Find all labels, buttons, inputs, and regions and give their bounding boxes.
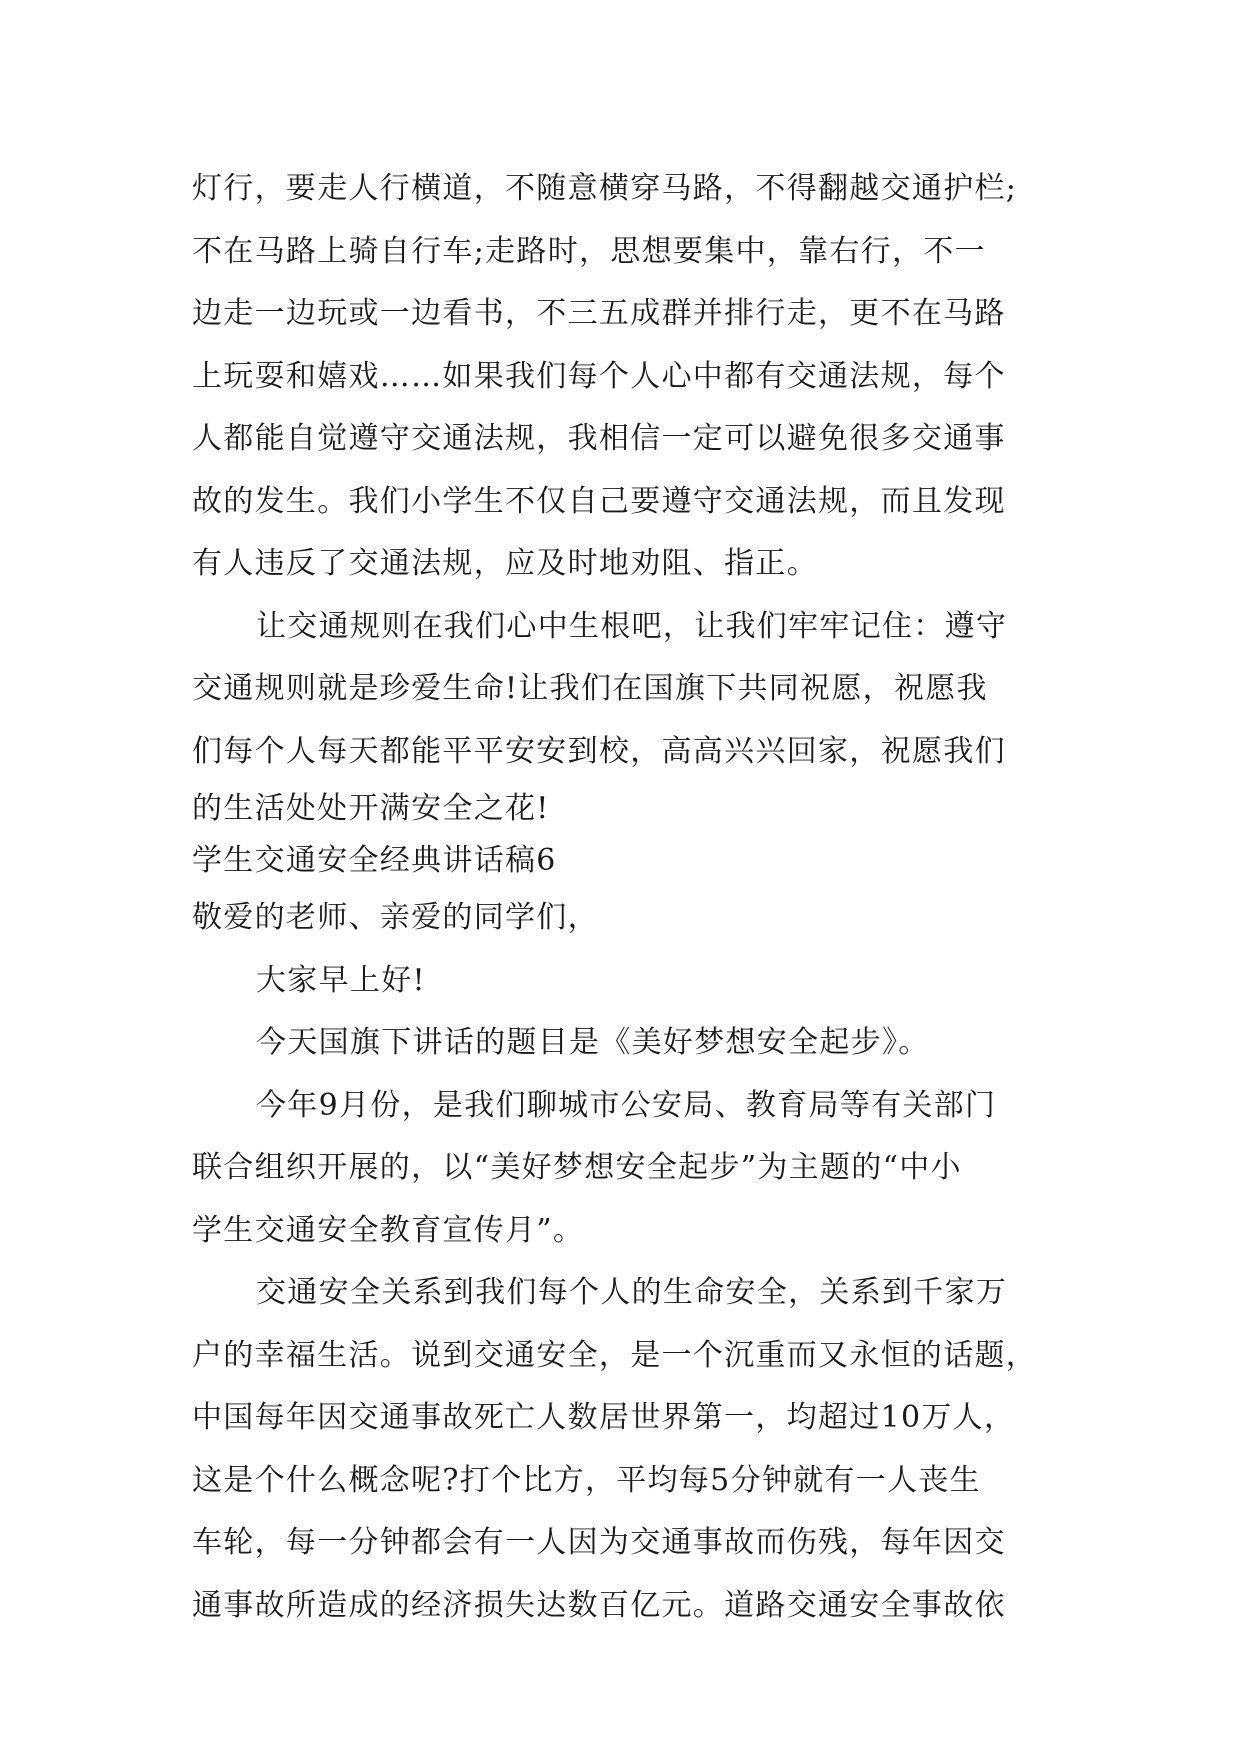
paragraph-line: 有人违反了交通法规，应及时地劝阻、指正。: [192, 546, 818, 581]
paragraph-line: 通事故所造成的经济损失达数百亿元。道路交通安全事故依: [192, 1587, 1006, 1623]
paragraph-line: 车轮，每一分钟都会有一人因为交通事故而伤残，每年因交: [192, 1525, 1006, 1560]
paragraph-line: 灯行，要走人行横道，不随意横穿马路，不得翻越交通护栏;: [192, 171, 1018, 206]
paragraph-line: 边走一边玩或一边看书，不三五成群并排行走，更不在马路: [192, 296, 1006, 331]
paragraph-line: 联合组织开展的，以“美好梦想安全起步”为主题的“中小: [192, 1150, 962, 1185]
paragraph-line: 学生交通安全教育宣传月”。: [192, 1212, 585, 1248]
paragraph-line: 让交通规则在我们心中生根吧，让我们牢牢记住：遵守: [256, 608, 1008, 644]
paragraph-line: 今天国旗下讲话的题目是《美好梦想安全起步》。: [256, 1025, 930, 1060]
paragraph-line: 户的幸福生活。说到交通安全，是一个沉重而又永恒的话题，: [192, 1337, 1038, 1373]
paragraph-line: 故的发生。我们小学生不仅自己要遵守交通法规，而且发现: [192, 483, 1006, 519]
paragraph-line: 这是个什么概念呢?打个比方，平均每5分钟就有一人丧生: [192, 1462, 981, 1498]
paragraph-line: 交通安全关系到我们每个人的生命安全，关系到千家万: [256, 1275, 1008, 1310]
paragraph-line: 们每个人每天都能平平安安到校，高高兴兴回家，祝愿我们: [192, 733, 1006, 769]
paragraph-line: 今年9月份，是我们聊城市公安局、教育局等有关部门: [256, 1087, 997, 1123]
paragraph-line: 上玩耍和嬉戏……如果我们每个人心中都有交通法规，每个: [192, 358, 1006, 394]
paragraph-line: 不在马路上骑自行车;走路时，思想要集中，靠右行，不一: [192, 233, 986, 269]
paragraph-line: 交通规则就是珍爱生命!让我们在国旗下共同祝愿，祝愿我: [192, 671, 988, 706]
salutation: 敬爱的老师、亲爱的同学们，: [192, 900, 599, 935]
document-body: [192, 158, 1052, 1637]
paragraph-line: 人都能自觉遵守交通法规，我相信一定可以避免很多交通事: [192, 421, 1006, 456]
paragraph-line: 的生活处处开满安全之花!: [192, 791, 550, 826]
greeting: 大家早上好!: [256, 962, 426, 998]
paragraph-line: 中国每年因交通事故死亡人数居世界第一，均超过10万人，: [192, 1400, 1016, 1435]
section-heading: 学生交通安全经典讲话稿6: [192, 843, 557, 878]
